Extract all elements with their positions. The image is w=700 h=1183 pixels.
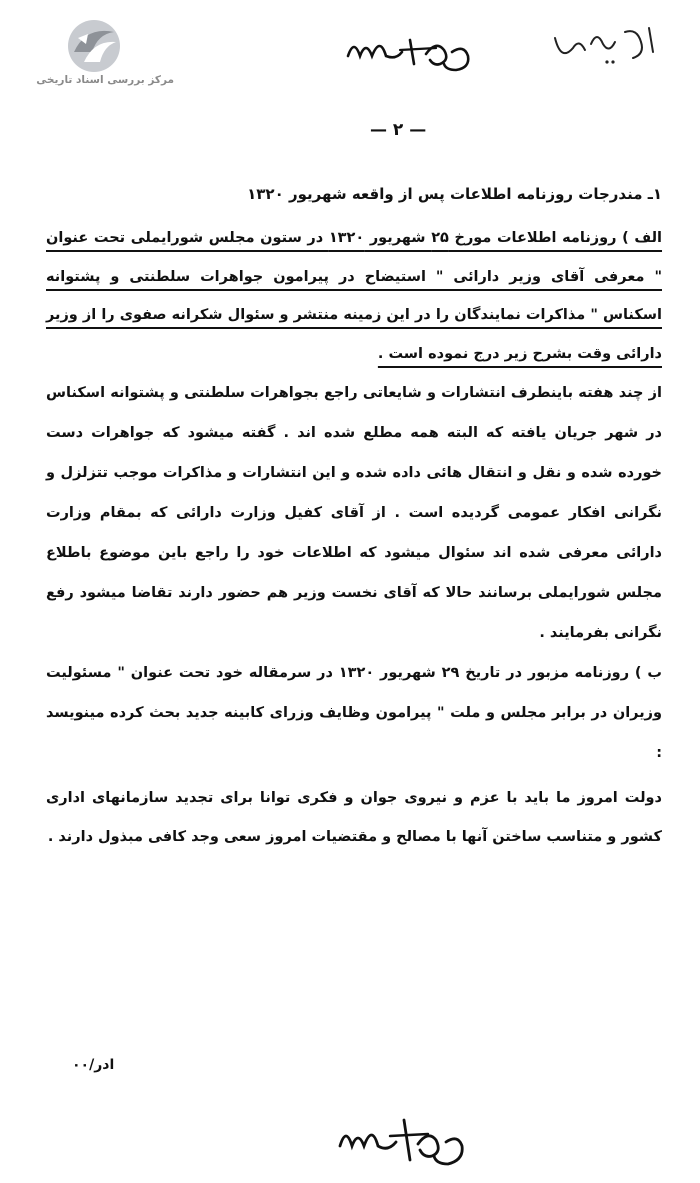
paragraph-d: دولت امروز ما باید با عزم و نیروی جوان و فکری توانا برای تجدید سازمانهای اداری کشور و متناسب ساختن آنها با مصالح و مقتضیات امروز سعی وجد کافی مبذول دارند . (46, 790, 662, 845)
archive-logo (36, 18, 174, 88)
paragraph-a (46, 219, 662, 373)
paragraph-c: ب ) روزنامه مزبور در تاریخ ۲۹ شهریور ۱۳۲۰ در سرمقاله خود تحت عنوان " مسئولیت وزیران در برابر مجلس و ملت " پیرامون وظایف وزرای کابینه جدید بحث کرده مینویسد : (46, 665, 662, 762)
document-body (46, 174, 662, 857)
paragraph-b: از چند هفته باینطرف انتشارات و شایعاتی راجع بجواهرات سلطنتی و پشتوانه اسکناس در شهر جریان یافته که البته همه مطلع شده اند . گفته میشود که جواهرات دست خورده شده و نقل و انتقال هائی داده شده و این انتشارات و مذاکرات موجب تتزلزل و نگرانی افکار عمومی گردیده است . از آقای کفیل وزارت دارائی که بمقام وزارت دارائی معرفی شده اند سئوال میشود که اطلاعات خود را راجع باین موضوع باطلاع مجلس شورایملی برسانند حالا که آقای نخست وزیر هم حضور دارند تقاضا میشود رفع نگرانی بفرمایند . (46, 385, 662, 642)
reference-code: ادر/۰۰ (72, 1057, 115, 1073)
document-heading: ۱ـ مندرجات روزنامه اطلاعات پس از واقعه شهریور ۱۳۲۰ (247, 185, 662, 203)
handwritten-secret-top (340, 30, 490, 72)
handwritten-secret-bottom (330, 1112, 480, 1172)
page-number: — ۲ — (370, 120, 427, 140)
archive-name: مرکز بررسی اسناد تاریخی (36, 74, 174, 86)
archive-emblem-icon (64, 18, 124, 74)
paragraph-a-text: الف ) روزنامه اطلاعات مورخ ۲۵ شهریور ۱۳۲۰ در ستون مجلس شورایملی تحت عنوان " معرفی آقای وزیر دارائی " استیضاح در پیرامون جواهرات سلطنتی و پشتوانه اسکناس " مذاکرات نمایندگان را در این زمینه منتشر و سئوال شکرانه صفوی را از وزیر دارائی وقت بشرح زیر درج نموده است . (46, 230, 663, 362)
handwritten-note-corner (545, 18, 665, 74)
